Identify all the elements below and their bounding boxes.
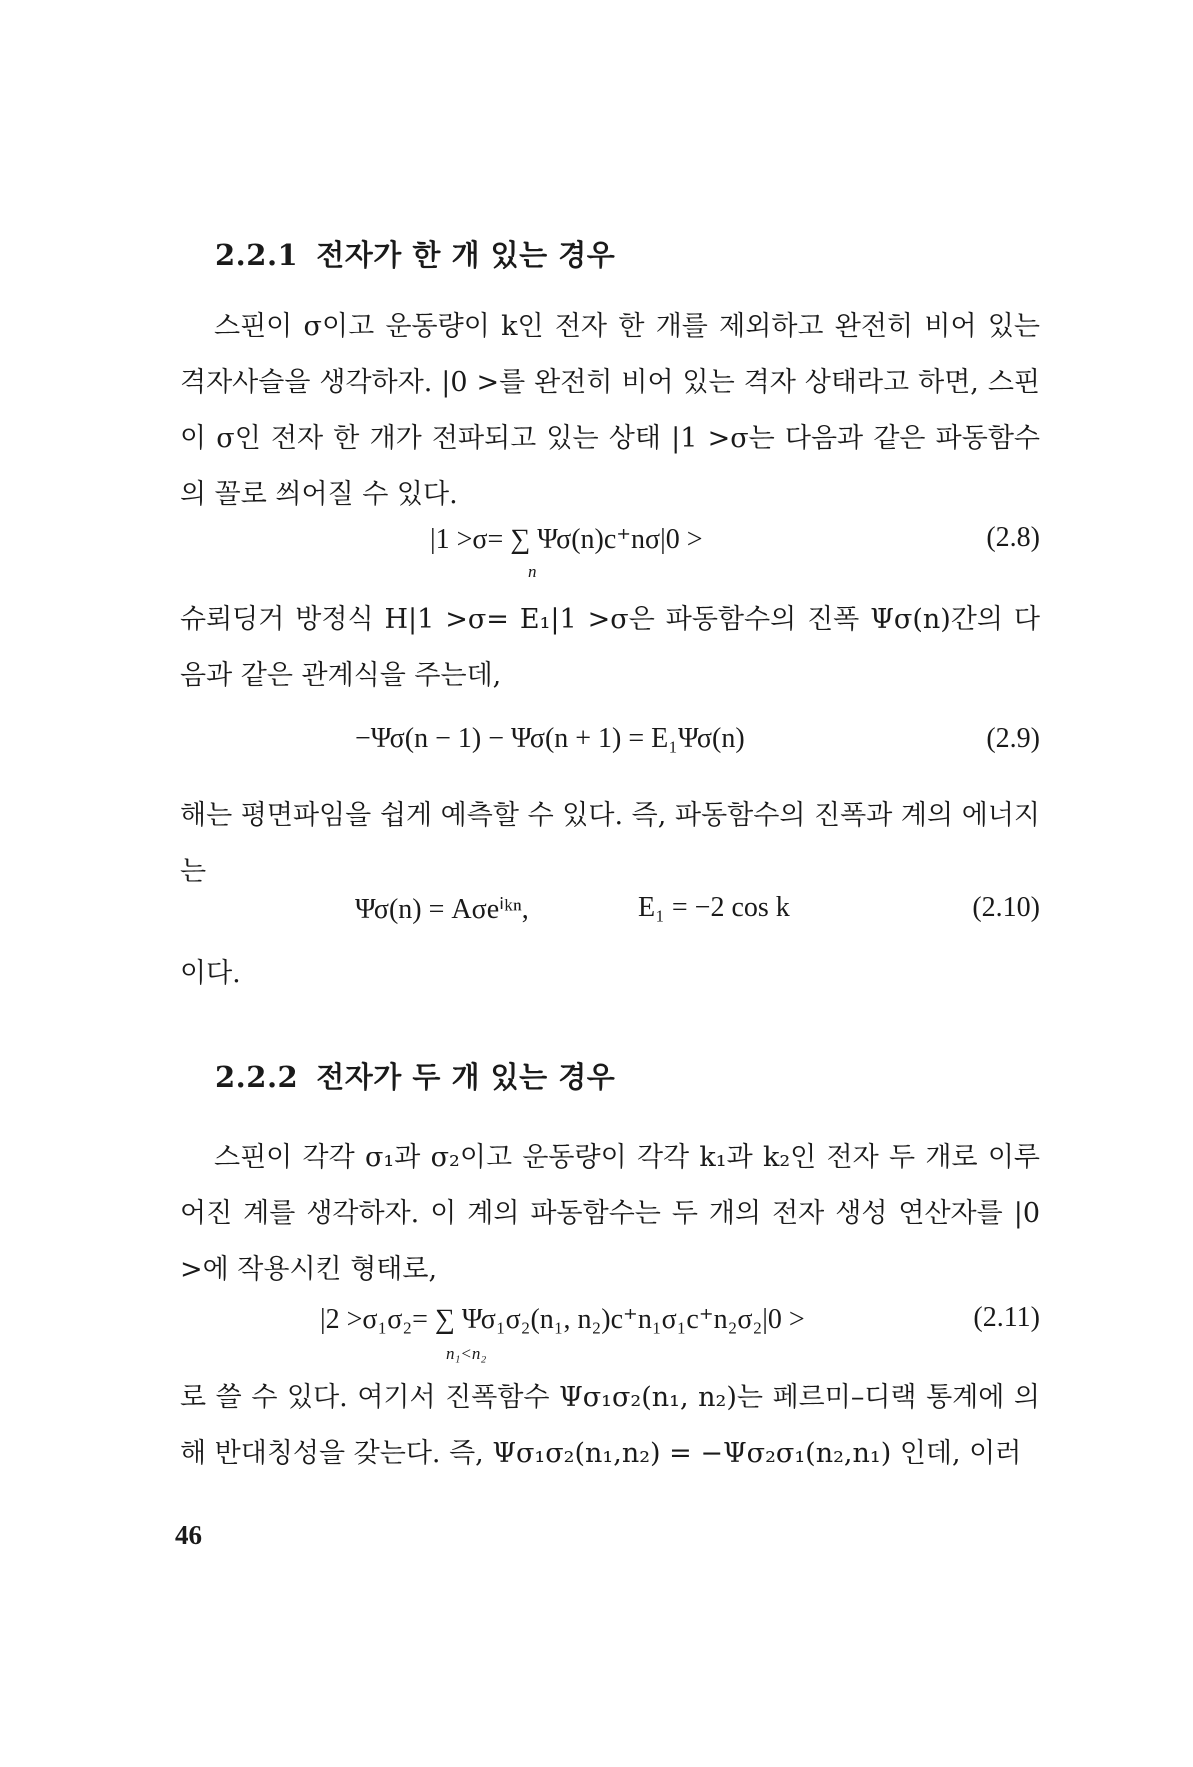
paragraph [180, 946, 1040, 1002]
page-number: 46 [175, 1520, 202, 1550]
paragraph [180, 788, 1040, 900]
section-title: 전자가 한 개 있는 경우 [316, 238, 616, 272]
summation-index: n₁<n₂ [446, 1344, 487, 1363]
equation-2-8 [180, 522, 1040, 581]
paragraph [180, 592, 1040, 704]
section-title: 전자가 두 개 있는 경우 [316, 1060, 616, 1094]
paragraph-text: 해는 평면파임을 쉽게 예측할 수 있다. 즉, 파동함수의 진폭과 계의 에너지는 [180, 800, 1040, 887]
equation-2-11 [180, 1302, 1040, 1363]
equation-number: (2.8) [986, 522, 1040, 553]
paragraph-text: 슈뢰딩거 방정식 H|1 >σ= E₁|1 >σ은 파동함수의 진폭 Ψσ(n)간의 다음과 같은 관계식을 주는데, [180, 604, 1040, 691]
equation-number: (2.9) [986, 723, 1040, 754]
paragraph-text: 이다. [180, 958, 241, 989]
equation-2-10 [180, 892, 1040, 936]
equation-body: −Ψσ(n − 1) − Ψσ(n + 1) = E₁Ψσ(n) [355, 723, 745, 754]
section-number: 2.2.1 [215, 238, 299, 272]
section-heading-2-2-1 [215, 233, 615, 274]
equation-number: (2.10) [972, 892, 1040, 923]
paragraph-text: 스핀이 σ이고 운동량이 k인 전자 한 개를 제외하고 완전히 비어 있는 격자사슬을 생각하자. |0 >를 완전히 비어 있는 격자 상태라고 하면, 스핀이 σ인 전자 한 개가 전파되고 있는 상태 |1 >σ는 다음과 같은 파동함수의 꼴로 씌어질 수 있다. [180, 311, 1040, 510]
equation-number: (2.11) [973, 1302, 1040, 1333]
paragraph [180, 1370, 1040, 1482]
summation-index: n [528, 562, 537, 581]
paragraph-text: 스핀이 각각 σ₁과 σ₂이고 운동량이 각각 k₁과 k₂인 전자 두 개로 이루어진 계를 생각하자. 이 계의 파동함수는 두 개의 전자 생성 연산자를 |0 >에 작용시킨 형태로, [180, 1142, 1040, 1285]
equation-left: Ψσ(n) = Aσeⁱᵏⁿ, [355, 894, 529, 925]
paragraph [180, 299, 1040, 523]
equation-body: |2 >σ₁σ₂= ∑ Ψσ₁σ₂(n₁, n₂)c⁺n₁σ₁c⁺n₂σ₂|0 > [320, 1304, 805, 1335]
section-heading-2-2-2 [215, 1055, 615, 1096]
equation-right: E₁ = −2 cos k [638, 892, 790, 923]
paragraph [180, 1130, 1040, 1298]
paragraph-text: 로 쓸 수 있다. 여기서 진폭함수 Ψσ₁σ₂(n₁, n₂)는 페르미–디랙 통계에 의해 반대칭성을 갖는다. 즉, Ψσ₁σ₂(n₁,n₂) = −Ψσ₂σ₁(n₂,n₁) 인데, 이러 [180, 1382, 1040, 1469]
equation-body: |1 >σ= ∑ Ψσ(n)c⁺nσ|0 > [430, 524, 703, 555]
section-number: 2.2.2 [215, 1060, 299, 1094]
equation-2-9 [180, 723, 1040, 767]
